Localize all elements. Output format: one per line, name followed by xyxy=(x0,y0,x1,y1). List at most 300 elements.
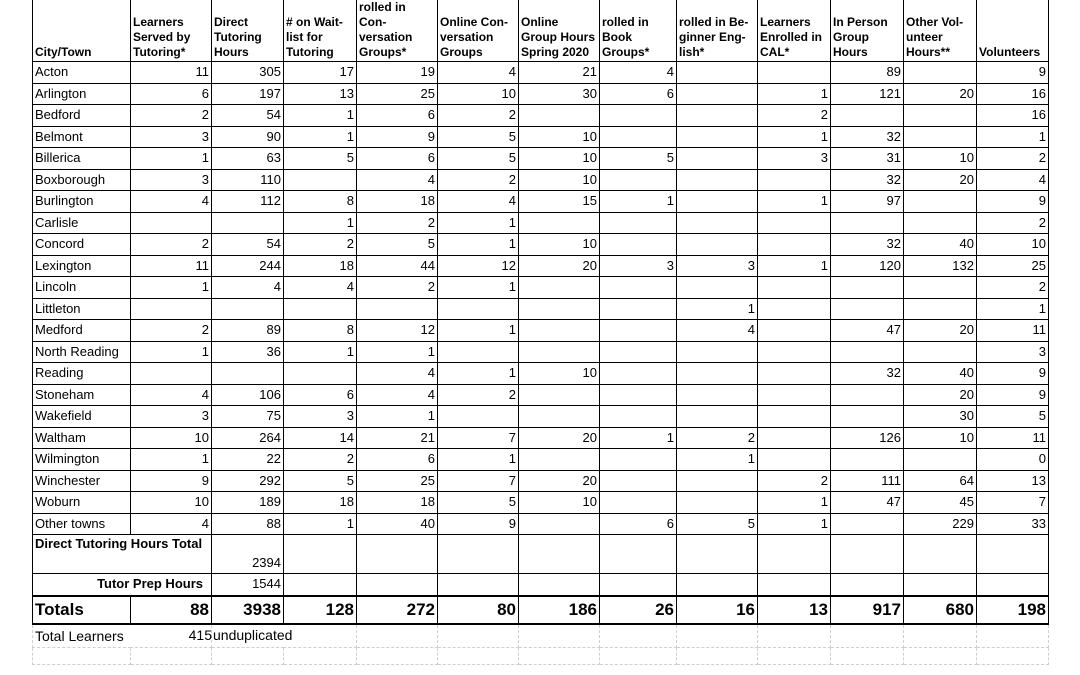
direct-tutoring-total-row xyxy=(33,535,1049,574)
value-cell: 2 xyxy=(438,169,519,191)
value-cell: 36 xyxy=(212,341,284,363)
value-cell: 97 xyxy=(831,191,904,213)
totals-label: Totals xyxy=(33,596,131,624)
city-cell: Waltham xyxy=(33,427,131,449)
value-cell xyxy=(677,126,758,148)
value-cell: 2 xyxy=(357,277,438,299)
table-row xyxy=(33,212,1049,234)
value-cell: 292 xyxy=(212,470,284,492)
value-cell: 30 xyxy=(519,83,600,105)
city-cell: Arlington xyxy=(33,83,131,105)
value-cell xyxy=(438,341,519,363)
value-cell: 1 xyxy=(758,83,831,105)
empty-cell xyxy=(758,535,831,574)
value-cell: 18 xyxy=(357,191,438,213)
empty-cell xyxy=(519,624,600,648)
value-cell xyxy=(600,234,677,256)
value-cell: 7 xyxy=(977,492,1049,514)
value-cell xyxy=(131,363,212,385)
empty-cell xyxy=(438,535,519,574)
value-cell: 12 xyxy=(438,255,519,277)
value-cell: 89 xyxy=(212,320,284,342)
value-cell: 4 xyxy=(284,277,357,299)
empty-cell xyxy=(758,647,831,664)
direct-tutoring-value: 2394 xyxy=(212,535,284,574)
value-cell: 47 xyxy=(831,492,904,514)
value-cell xyxy=(758,62,831,84)
empty-cell xyxy=(904,647,977,664)
table-row xyxy=(33,427,1049,449)
value-cell: 1 xyxy=(438,320,519,342)
value-cell: 19 xyxy=(357,62,438,84)
value-cell xyxy=(831,105,904,127)
value-cell xyxy=(600,341,677,363)
empty-cell xyxy=(519,535,600,574)
empty-cell xyxy=(677,574,758,596)
value-cell: 197 xyxy=(212,83,284,105)
value-cell: 90 xyxy=(212,126,284,148)
value-cell xyxy=(831,384,904,406)
value-cell: 25 xyxy=(357,83,438,105)
value-cell: 11 xyxy=(131,255,212,277)
value-cell: 305 xyxy=(212,62,284,84)
city-cell: Belmont xyxy=(33,126,131,148)
empty-cell xyxy=(977,535,1049,574)
value-cell xyxy=(758,277,831,299)
value-cell xyxy=(519,341,600,363)
column-header: rolled in Be-ginner Eng-lish* xyxy=(677,0,758,62)
value-cell: 6 xyxy=(131,83,212,105)
city-cell: Reading xyxy=(33,363,131,385)
empty-cell xyxy=(758,574,831,596)
value-cell xyxy=(758,212,831,234)
value-cell: 5 xyxy=(284,470,357,492)
value-cell: 10 xyxy=(131,492,212,514)
value-cell: 9 xyxy=(977,363,1049,385)
value-cell: 6 xyxy=(357,449,438,471)
value-cell: 10 xyxy=(519,492,600,514)
value-cell xyxy=(677,492,758,514)
value-cell: 9 xyxy=(131,470,212,492)
city-cell: Lincoln xyxy=(33,277,131,299)
value-cell: 4 xyxy=(357,363,438,385)
value-cell xyxy=(284,169,357,191)
value-cell: 1 xyxy=(438,234,519,256)
value-cell xyxy=(677,363,758,385)
table-row xyxy=(33,105,1049,127)
value-cell: 8 xyxy=(284,191,357,213)
value-cell: 2 xyxy=(438,105,519,127)
column-header: Online Con-versation Groups xyxy=(438,0,519,62)
value-cell xyxy=(519,105,600,127)
value-cell: 4 xyxy=(131,191,212,213)
total-value: 80 xyxy=(438,596,519,624)
total-value: 272 xyxy=(357,596,438,624)
value-cell: 10 xyxy=(519,148,600,170)
value-cell xyxy=(519,384,600,406)
value-cell xyxy=(677,105,758,127)
value-cell: 20 xyxy=(904,169,977,191)
totals-row xyxy=(33,596,1049,624)
value-cell: 54 xyxy=(212,105,284,127)
value-cell: 7 xyxy=(438,470,519,492)
column-header: City/Town xyxy=(33,0,131,62)
empty-cell xyxy=(212,647,284,664)
value-cell xyxy=(677,191,758,213)
value-cell: 10 xyxy=(904,427,977,449)
city-cell: Winchester xyxy=(33,470,131,492)
value-cell: 2 xyxy=(977,212,1049,234)
city-cell: Wilmington xyxy=(33,449,131,471)
value-cell: 1 xyxy=(977,126,1049,148)
value-cell: 32 xyxy=(831,126,904,148)
value-cell: 110 xyxy=(212,169,284,191)
column-header: # on Wait-list for Tutoring xyxy=(284,0,357,62)
value-cell xyxy=(677,234,758,256)
column-header: Online Group Hours Spring 2020 xyxy=(519,0,600,62)
value-cell xyxy=(677,341,758,363)
table-row xyxy=(33,363,1049,385)
value-cell: 4 xyxy=(131,513,212,535)
value-cell: 64 xyxy=(904,470,977,492)
value-cell xyxy=(519,449,600,471)
value-cell: 1 xyxy=(131,148,212,170)
value-cell: 244 xyxy=(212,255,284,277)
city-cell: Other towns xyxy=(33,513,131,535)
value-cell xyxy=(831,449,904,471)
value-cell xyxy=(677,148,758,170)
tutor-prep-row xyxy=(33,574,1049,596)
value-cell xyxy=(758,449,831,471)
total-value: 917 xyxy=(831,596,904,624)
value-cell: 1 xyxy=(131,341,212,363)
value-cell xyxy=(677,384,758,406)
value-cell xyxy=(904,298,977,320)
value-cell xyxy=(284,363,357,385)
value-cell: 3 xyxy=(758,148,831,170)
value-cell xyxy=(831,212,904,234)
city-cell: Billerica xyxy=(33,148,131,170)
value-cell: 120 xyxy=(831,255,904,277)
value-cell xyxy=(438,298,519,320)
value-cell: 2 xyxy=(131,234,212,256)
total-value: 680 xyxy=(904,596,977,624)
city-cell: Lexington xyxy=(33,255,131,277)
value-cell xyxy=(212,298,284,320)
empty-cell xyxy=(357,574,438,596)
empty-cell xyxy=(904,535,977,574)
value-cell: 20 xyxy=(519,470,600,492)
total-value: 16 xyxy=(677,596,758,624)
value-cell: 10 xyxy=(131,427,212,449)
empty-cell xyxy=(357,624,438,648)
direct-tutoring-label: Direct Tutoring Hours Total xyxy=(33,535,212,574)
empty-cell xyxy=(977,647,1049,664)
empty-cell xyxy=(977,624,1049,648)
value-cell: 44 xyxy=(357,255,438,277)
tutor-prep-value: 1544 xyxy=(212,574,284,596)
value-cell: 2 xyxy=(758,470,831,492)
value-cell xyxy=(758,298,831,320)
value-cell xyxy=(677,83,758,105)
total-value: 3938 xyxy=(212,596,284,624)
value-cell xyxy=(758,363,831,385)
value-cell: 10 xyxy=(977,234,1049,256)
total-value: 88 xyxy=(131,596,212,624)
total-learners-value-cell xyxy=(188,624,357,648)
empty-cell xyxy=(357,647,438,664)
value-cell xyxy=(600,277,677,299)
value-cell: 3 xyxy=(284,406,357,428)
value-cell: 47 xyxy=(831,320,904,342)
value-cell: 1 xyxy=(438,363,519,385)
total-learners-label: Total Learners xyxy=(33,624,212,648)
value-cell: 3 xyxy=(131,126,212,148)
value-cell xyxy=(519,406,600,428)
value-cell: 1 xyxy=(600,191,677,213)
value-cell: 32 xyxy=(831,169,904,191)
value-cell: 5 xyxy=(677,513,758,535)
value-cell: 121 xyxy=(831,83,904,105)
total-value: 186 xyxy=(519,596,600,624)
empty-cell xyxy=(600,624,677,648)
value-cell xyxy=(831,277,904,299)
column-header: Direct Tutoring Hours xyxy=(212,0,284,62)
value-cell: 32 xyxy=(831,234,904,256)
value-cell xyxy=(904,191,977,213)
value-cell: 5 xyxy=(438,492,519,514)
value-cell xyxy=(677,277,758,299)
value-cell xyxy=(677,406,758,428)
value-cell xyxy=(600,126,677,148)
value-cell xyxy=(758,169,831,191)
city-cell: Wakefield xyxy=(33,406,131,428)
value-cell xyxy=(212,212,284,234)
value-cell xyxy=(758,406,831,428)
value-cell: 6 xyxy=(357,105,438,127)
empty-cell xyxy=(677,624,758,648)
value-cell: 2 xyxy=(284,234,357,256)
value-cell xyxy=(438,406,519,428)
value-cell: 31 xyxy=(831,148,904,170)
table-row xyxy=(33,148,1049,170)
value-cell xyxy=(600,105,677,127)
value-cell xyxy=(519,320,600,342)
table-row xyxy=(33,384,1049,406)
value-cell xyxy=(831,513,904,535)
value-cell: 54 xyxy=(212,234,284,256)
value-cell xyxy=(758,427,831,449)
table-row xyxy=(33,126,1049,148)
value-cell: 1 xyxy=(284,212,357,234)
value-cell: 5 xyxy=(284,148,357,170)
value-cell xyxy=(519,298,600,320)
value-cell: 75 xyxy=(212,406,284,428)
value-cell: 106 xyxy=(212,384,284,406)
city-cell: Littleton xyxy=(33,298,131,320)
value-cell: 1 xyxy=(438,212,519,234)
value-cell xyxy=(758,234,831,256)
empty-cell xyxy=(284,647,357,664)
value-cell: 10 xyxy=(519,169,600,191)
value-cell: 16 xyxy=(977,105,1049,127)
value-cell: 1 xyxy=(758,126,831,148)
value-cell: 16 xyxy=(977,83,1049,105)
value-cell: 2 xyxy=(131,320,212,342)
empty-cell xyxy=(758,624,831,648)
value-cell: 10 xyxy=(438,83,519,105)
value-cell: 12 xyxy=(357,320,438,342)
empty-cell xyxy=(284,535,357,574)
value-cell: 10 xyxy=(519,363,600,385)
empty-cell xyxy=(600,535,677,574)
table-row xyxy=(33,277,1049,299)
value-cell: 126 xyxy=(831,427,904,449)
value-cell: 189 xyxy=(212,492,284,514)
value-cell xyxy=(600,449,677,471)
value-cell: 18 xyxy=(284,255,357,277)
empty-cell xyxy=(831,624,904,648)
value-cell: 1 xyxy=(284,341,357,363)
table-row xyxy=(33,255,1049,277)
table-row xyxy=(33,320,1049,342)
total-learners-value: 415 xyxy=(188,626,212,643)
value-cell xyxy=(758,341,831,363)
value-cell xyxy=(600,384,677,406)
value-cell xyxy=(600,212,677,234)
value-cell: 1 xyxy=(357,406,438,428)
total-value: 198 xyxy=(977,596,1049,624)
column-header: Learners Enrolled in CAL* xyxy=(758,0,831,62)
table-row xyxy=(33,62,1049,84)
value-cell xyxy=(519,513,600,535)
value-cell: 3 xyxy=(977,341,1049,363)
value-cell: 14 xyxy=(284,427,357,449)
value-cell: 1 xyxy=(758,191,831,213)
value-cell xyxy=(212,363,284,385)
value-cell: 17 xyxy=(284,62,357,84)
city-cell: Bedford xyxy=(33,105,131,127)
value-cell: 2 xyxy=(677,427,758,449)
value-cell: 4 xyxy=(212,277,284,299)
value-cell: 4 xyxy=(677,320,758,342)
value-cell: 132 xyxy=(904,255,977,277)
value-cell: 7 xyxy=(438,427,519,449)
value-cell: 1 xyxy=(758,513,831,535)
value-cell xyxy=(600,406,677,428)
empty-cell xyxy=(131,647,212,664)
value-cell xyxy=(831,298,904,320)
value-cell: 45 xyxy=(904,492,977,514)
tutor-prep-label: Tutor Prep Hours xyxy=(33,574,212,596)
empty-cell xyxy=(831,535,904,574)
empty-cell xyxy=(677,535,758,574)
value-cell: 11 xyxy=(977,320,1049,342)
total-value: 13 xyxy=(758,596,831,624)
value-cell: 1 xyxy=(284,126,357,148)
value-cell: 6 xyxy=(600,83,677,105)
value-cell: 15 xyxy=(519,191,600,213)
value-cell: 13 xyxy=(284,83,357,105)
value-cell: 3 xyxy=(600,255,677,277)
value-cell: 4 xyxy=(357,169,438,191)
empty-cell xyxy=(600,574,677,596)
empty-cell xyxy=(284,574,357,596)
value-cell: 4 xyxy=(438,191,519,213)
value-cell xyxy=(904,341,977,363)
blank-row xyxy=(33,647,1049,664)
value-cell: 2 xyxy=(131,105,212,127)
value-cell: 1 xyxy=(677,449,758,471)
value-cell: 32 xyxy=(831,363,904,385)
city-cell: Stoneham xyxy=(33,384,131,406)
value-cell: 20 xyxy=(904,320,977,342)
value-cell: 21 xyxy=(357,427,438,449)
value-cell: 11 xyxy=(977,427,1049,449)
value-cell: 4 xyxy=(131,384,212,406)
empty-cell xyxy=(357,535,438,574)
total-value: 128 xyxy=(284,596,357,624)
value-cell: 3 xyxy=(677,255,758,277)
value-cell: 2 xyxy=(284,449,357,471)
table-row xyxy=(33,513,1049,535)
value-cell: 21 xyxy=(519,62,600,84)
value-cell xyxy=(904,449,977,471)
value-cell xyxy=(600,470,677,492)
value-cell: 5 xyxy=(600,148,677,170)
value-cell: 89 xyxy=(831,62,904,84)
value-cell: 2 xyxy=(357,212,438,234)
table-row xyxy=(33,191,1049,213)
value-cell xyxy=(131,298,212,320)
column-header: Volunteers xyxy=(977,0,1049,62)
column-header: In Person Group Hours xyxy=(831,0,904,62)
value-cell: 2 xyxy=(977,277,1049,299)
value-cell: 4 xyxy=(600,62,677,84)
column-header: Other Vol-unteer Hours** xyxy=(904,0,977,62)
empty-cell xyxy=(519,647,600,664)
value-cell: 2 xyxy=(758,105,831,127)
value-cell: 1 xyxy=(977,298,1049,320)
value-cell: 10 xyxy=(519,126,600,148)
value-cell xyxy=(677,470,758,492)
value-cell: 6 xyxy=(357,148,438,170)
value-cell: 22 xyxy=(212,449,284,471)
value-cell: 1 xyxy=(758,492,831,514)
value-cell xyxy=(831,406,904,428)
empty-cell xyxy=(677,647,758,664)
value-cell: 20 xyxy=(904,83,977,105)
value-cell: 10 xyxy=(904,148,977,170)
table-row xyxy=(33,169,1049,191)
value-cell: 3 xyxy=(131,169,212,191)
value-cell: 10 xyxy=(519,234,600,256)
value-cell: 1 xyxy=(600,427,677,449)
value-cell: 11 xyxy=(131,62,212,84)
value-cell xyxy=(904,62,977,84)
value-cell: 8 xyxy=(284,320,357,342)
value-cell: 13 xyxy=(977,470,1049,492)
value-cell: 9 xyxy=(977,384,1049,406)
empty-cell xyxy=(904,574,977,596)
value-cell xyxy=(677,169,758,191)
value-cell: 4 xyxy=(977,169,1049,191)
value-cell: 5 xyxy=(357,234,438,256)
empty-cell xyxy=(600,647,677,664)
city-cell: Carlisle xyxy=(33,212,131,234)
value-cell: 18 xyxy=(357,492,438,514)
value-cell: 6 xyxy=(600,513,677,535)
